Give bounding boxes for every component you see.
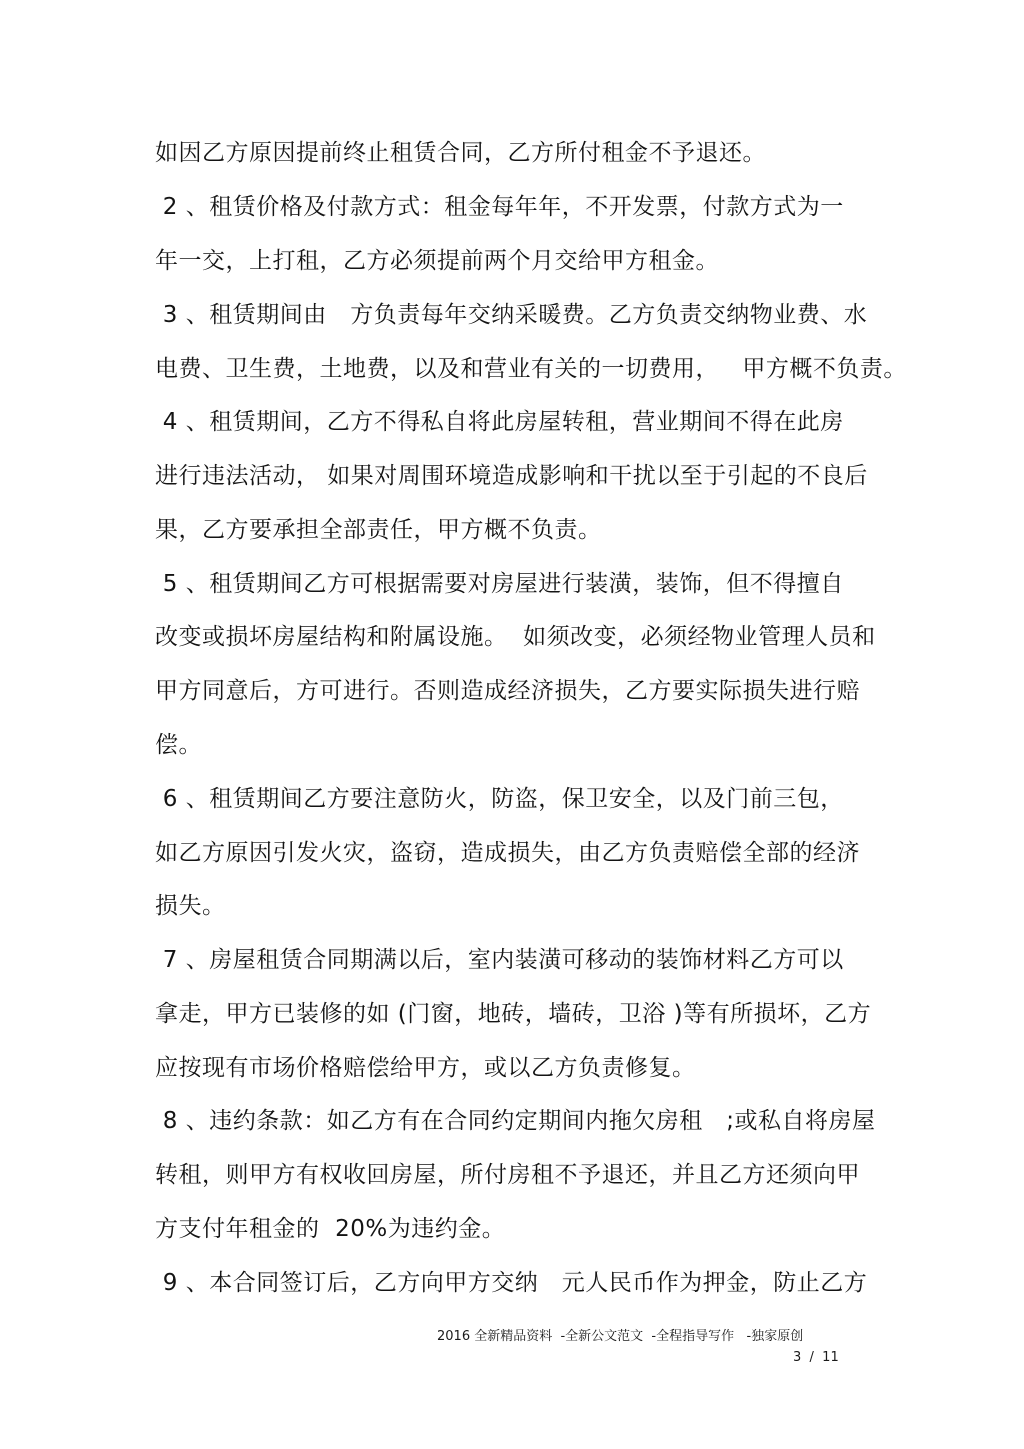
body-text-line: 如因乙方原因提前终止租赁合同，乙方所付租金不予退还。: [155, 140, 766, 166]
body-text-line: 方支付年租金的 20%为违约金。: [155, 1216, 506, 1242]
body-text-line: 拿走，甲方已装修的如 (门窗，地砖，墙砖，卫浴 )等有所损坏，乙方: [155, 1001, 872, 1027]
body-text-line: 8 、违约条款：如乙方有在合同约定期间内拖欠房租 ;或私自将房屋: [155, 1108, 876, 1134]
body-text-line: 年一交，上打租，乙方必须提前两个月交给甲方租金。: [155, 248, 719, 274]
body-text-line: 果，乙方要承担全部责任，甲方概不负责。: [155, 517, 602, 543]
body-text-line: 5 、租赁期间乙方可根据需要对房屋进行装潢，装饰，但不得擅自: [155, 571, 844, 597]
body-text-line: 进行违法活动， 如果对周围环境造成影响和干扰以至于引起的不良后: [155, 463, 868, 489]
body-text-line: 应按现有市场价格赔偿给甲方，或以乙方负责修复。: [155, 1055, 696, 1081]
body-text-line: 6 、租赁期间乙方要注意防火，防盗，保卫安全，以及门前三包，: [155, 786, 844, 812]
body-text-line: 2 、租赁价格及付款方式：租金每年年，不开发票，付款方式为一: [155, 194, 844, 220]
body-text-line: 7 、房屋租赁合同期满以后，室内装潢可移动的装饰材料乙方可以: [155, 947, 844, 973]
page-number: 3 / 11: [793, 1350, 839, 1365]
body-text-line: 偿。: [155, 732, 202, 758]
body-text-line: 甲方同意后，方可进行。否则造成经济损失，乙方要实际损失进行赔: [155, 678, 860, 704]
footer-caption: 2016 全新精品资料 -全新公文范文 -全程指导写作 -独家原创: [437, 1329, 804, 1344]
body-text-line: 转租，则甲方有权收回房屋，所付房租不予退还，并且乙方还须向甲: [155, 1162, 860, 1188]
body-text-line: 损失。: [155, 893, 226, 919]
body-text-line: 改变或损坏房屋结构和附属设施。 如须改变，必须经物业管理人员和: [155, 624, 876, 650]
body-text-line: 3 、租赁期间由 方负责每年交纳采暖费。乙方负责交纳物业费、水: [155, 302, 868, 328]
body-text-line: 4 、租赁期间，乙方不得私自将此房屋转租，营业期间不得在此房: [155, 409, 844, 435]
body-text-line: 电费、卫生费，土地费，以及和营业有关的一切费用， 甲方概不负责。: [155, 356, 907, 382]
body-text-line: 9 、本合同签订后，乙方向甲方交纳 元人民币作为押金，防止乙方: [155, 1270, 868, 1296]
body-text-line: 如乙方原因引发火灾，盗窃，造成损失，由乙方负责赔偿全部的经济: [155, 840, 860, 866]
